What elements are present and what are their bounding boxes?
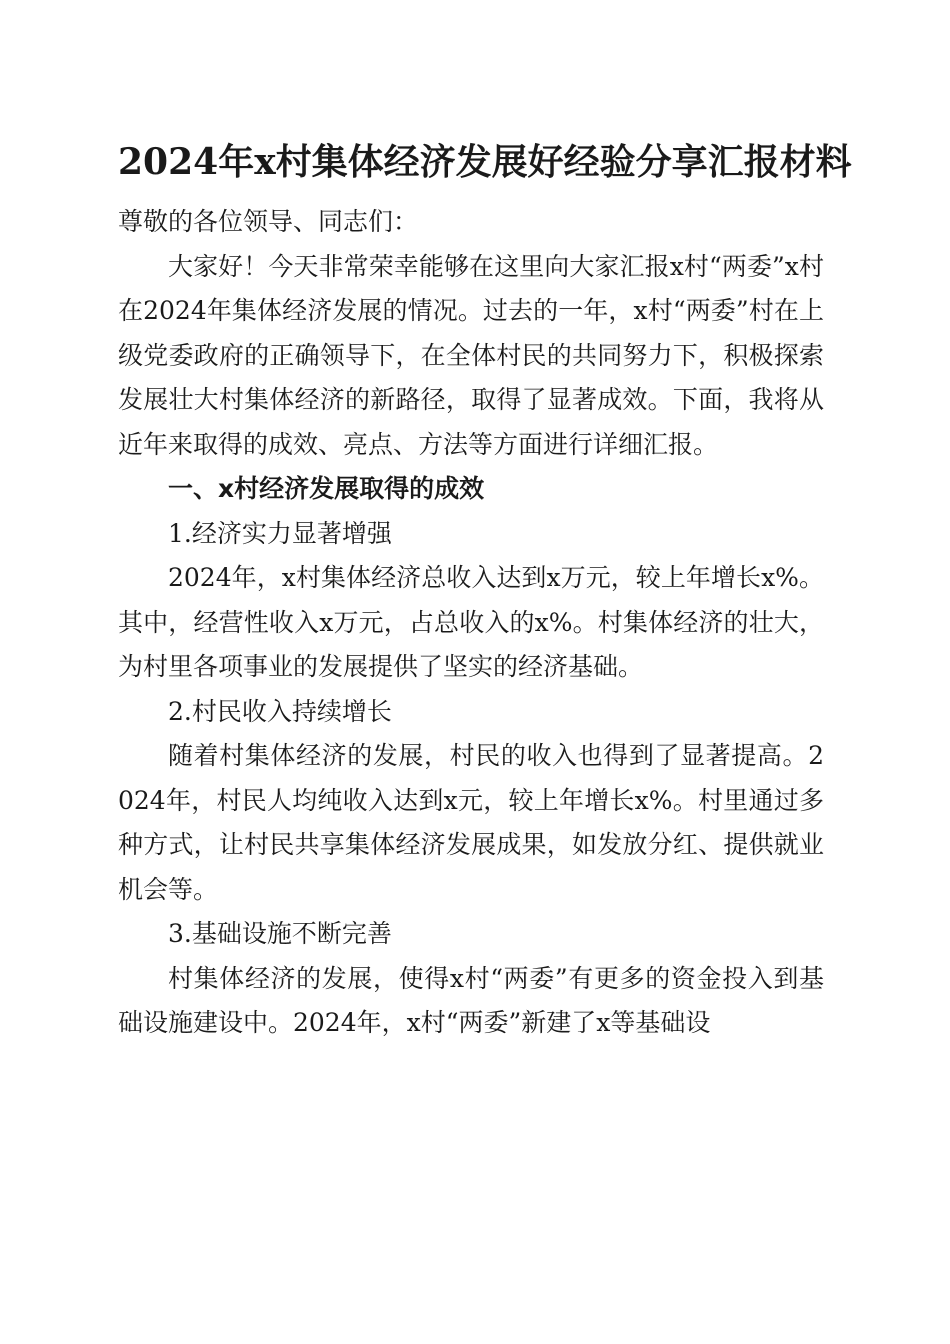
salutation: 尊敬的各位领导、同志们：	[118, 207, 419, 236]
subsection-paragraph-3: 村集体经济的发展，使得x村“两委”有更多的资金投入到基础设施建设中。2024年，x村“两委”新建了x等基础设	[118, 963, 824, 1037]
subsection-heading-1: 1.经济实力显著增强	[168, 518, 392, 548]
subsection-heading-3: 3.基础设施不断完善	[168, 919, 392, 948]
section-heading-1: 一、x村经济发展取得的成效	[168, 474, 485, 503]
subsection-paragraph-2: 随着村集体经济的发展，村民的收入也得到了显著提高。2024年，村民人均纯收入达到x元，较上年增长x%。村里通过多种方式，让村民共享集体经济发展成果，如发放分红、提供就业机会等。	[118, 741, 824, 904]
subsection-heading-2: 2.村民收入持续增长	[168, 696, 392, 726]
subsection-paragraph-1: 2024年，x村集体经济总收入达到x万元，较上年增长x%。其中，经营性收入x万元，占总收入的x%。村集体经济的壮大，为村里各项事业的发展提供了坚实的经济基础。	[118, 563, 824, 681]
document-body	[118, 200, 824, 1046]
document-title: 2024年x村集体经济发展好经验分享汇报材料	[118, 141, 852, 183]
intro-paragraph: 大家好！今天非常荣幸能够在这里向大家汇报x村“两委”x村在2024年集体经济发展的情况。过去的一年，x村“两委”村在上级党委政府的正确领导下，在全体村民的共同努力下，积极探索发展壮大村集体经济的新路径，取得了显著成效。下面，我将从近年来取得的成效、亮点、方法等方面进行详细汇报。	[118, 251, 824, 459]
